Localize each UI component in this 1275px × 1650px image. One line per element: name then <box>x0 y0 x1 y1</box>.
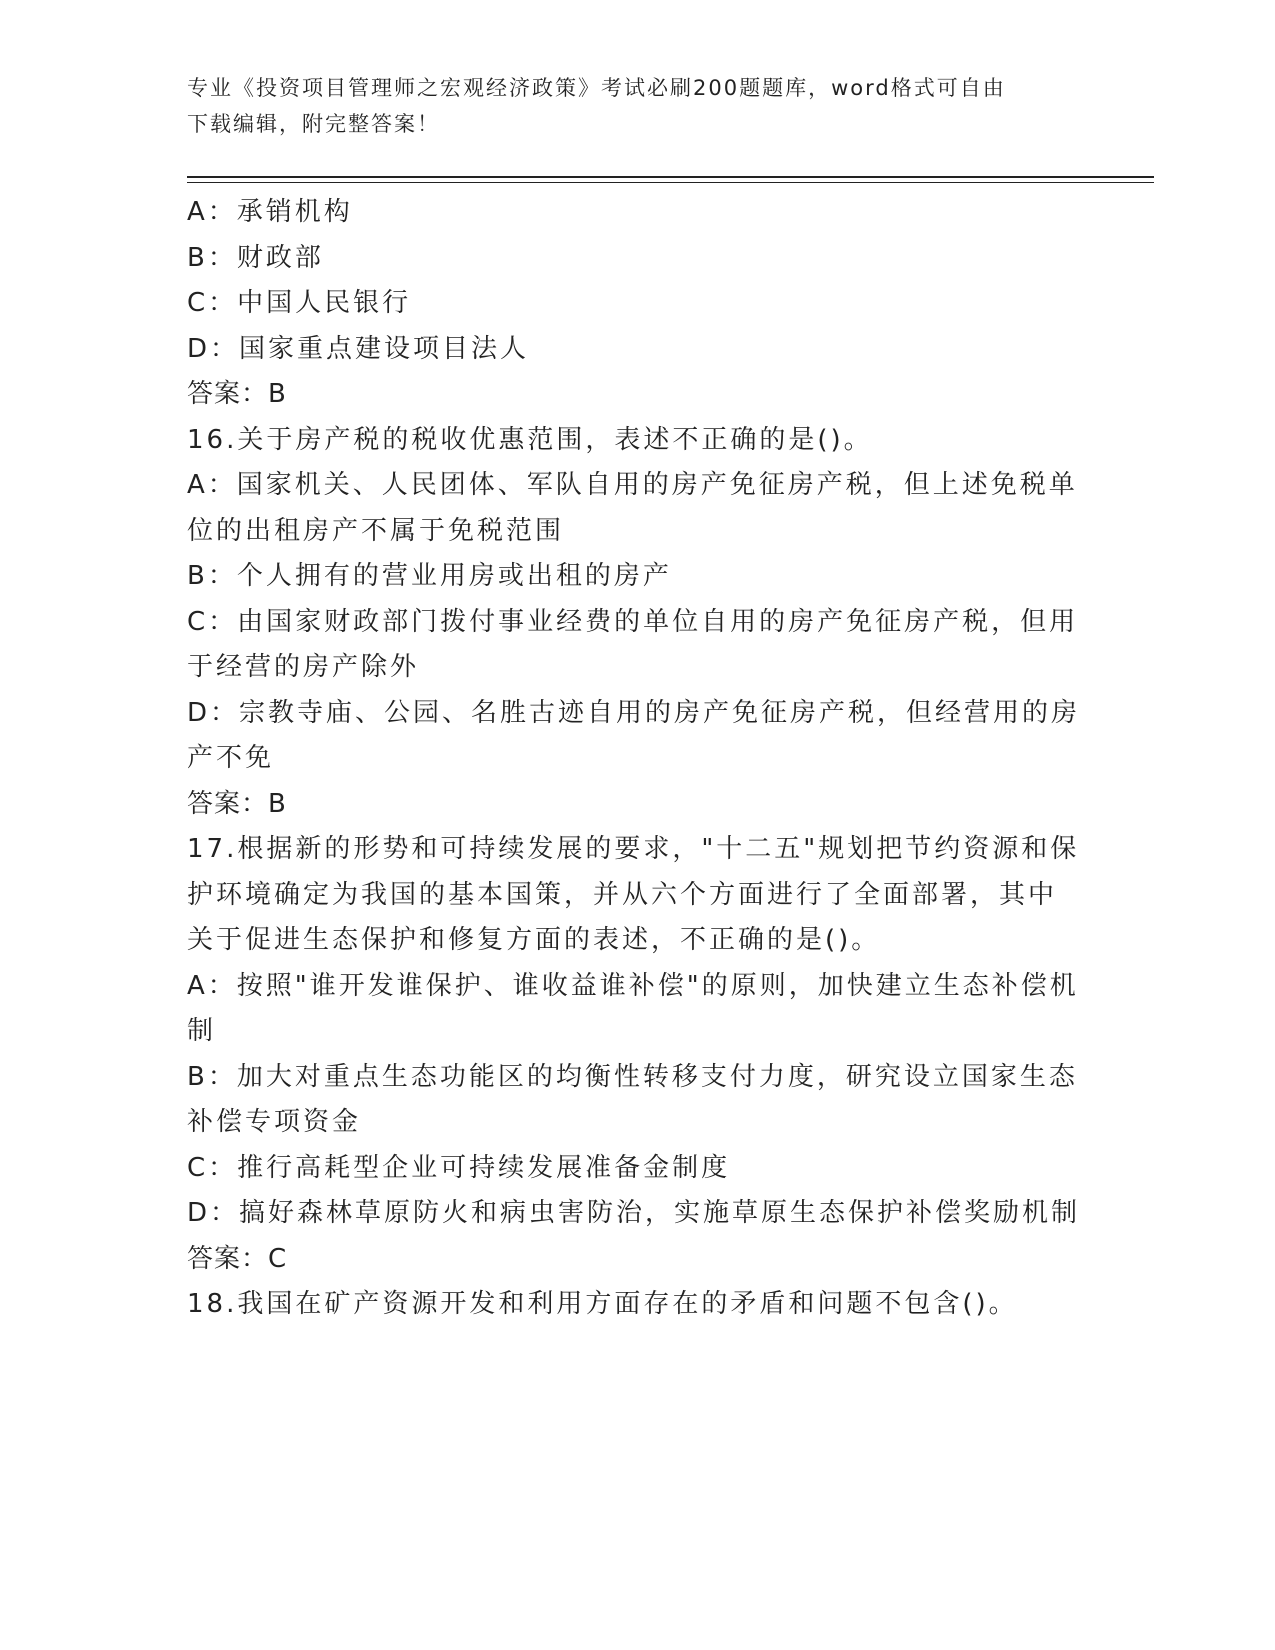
option-b-continued: 补偿专项资金 <box>187 1107 362 1137</box>
option-a: A：按照"谁开发谁保护、谁收益谁补偿"的原则，加快建立生态补偿机 <box>187 970 1079 1001</box>
option-d-continued: 产不免 <box>187 743 275 773</box>
option-d: D：宗教寺庙、公园、名胜古迹自用的房产免征房产税，但经营用的房 <box>187 697 1081 728</box>
header-divider-thick <box>187 176 1154 178</box>
option-d: D：搞好森林草原防火和病虫害防治，实施草原生态保护补偿奖励机制 <box>187 1198 1081 1228</box>
option-c: C：中国人民银行 <box>187 288 412 318</box>
option-d: D：国家重点建设项目法人 <box>187 333 530 364</box>
question-stem: 17.根据新的形势和可持续发展的要求，"十二五"规划把节约资源和保 <box>187 834 1080 864</box>
header-divider-thin <box>187 182 1154 183</box>
answer: 答案：B <box>187 788 287 819</box>
option-a-continued: 制 <box>187 1016 217 1046</box>
option-c: C：由国家财政部门拨付事业经费的单位自用的房产免征房产税，但用 <box>187 606 1079 637</box>
option-b: B：加大对重点生态功能区的均衡性转移支付力度，研究设立国家生态 <box>187 1061 1078 1092</box>
question-17 <box>187 827 1087 1282</box>
question-stem-continued: 护环境确定为我国的基本国策，并从六个方面进行了全面部署，其中 <box>187 879 1058 910</box>
option-b: B：财政部 <box>187 242 324 273</box>
option-c-continued: 于经营的房产除外 <box>187 652 420 682</box>
question-stem: 18.我国在矿产资源开发和利用方面存在的矛盾和问题不包含()。 <box>187 1289 1018 1319</box>
option-c: C：推行高耗型企业可持续发展准备金制度 <box>187 1152 731 1183</box>
question-18 <box>187 1282 1087 1328</box>
option-b: B：个人拥有的营业用房或出租的房产 <box>187 561 672 591</box>
option-a-continued: 位的出租房产不属于免税范围 <box>187 515 565 546</box>
question-stem: 16.关于房产税的税收优惠范围，表述不正确的是()。 <box>187 424 873 455</box>
question-15 <box>187 190 1087 418</box>
question-stem-continued: 关于促进生态保护和修复方面的表述，不正确的是()。 <box>187 925 881 955</box>
document-header <box>187 70 1067 142</box>
header-line-1: 专业《投资项目管理师之宏观经济政策》考试必刷200题题库，word格式可自由 <box>187 76 1006 100</box>
question-list <box>187 190 1087 1328</box>
option-a: A：国家机关、人民团体、军队自用的房产免征房产税，但上述免税单 <box>187 470 1078 500</box>
question-16 <box>187 418 1087 828</box>
header-line-2: 下载编辑，附完整答案！ <box>187 112 440 136</box>
option-a: A：承销机构 <box>187 197 353 227</box>
answer: 答案：C <box>187 1243 288 1274</box>
answer: 答案：B <box>187 379 287 409</box>
